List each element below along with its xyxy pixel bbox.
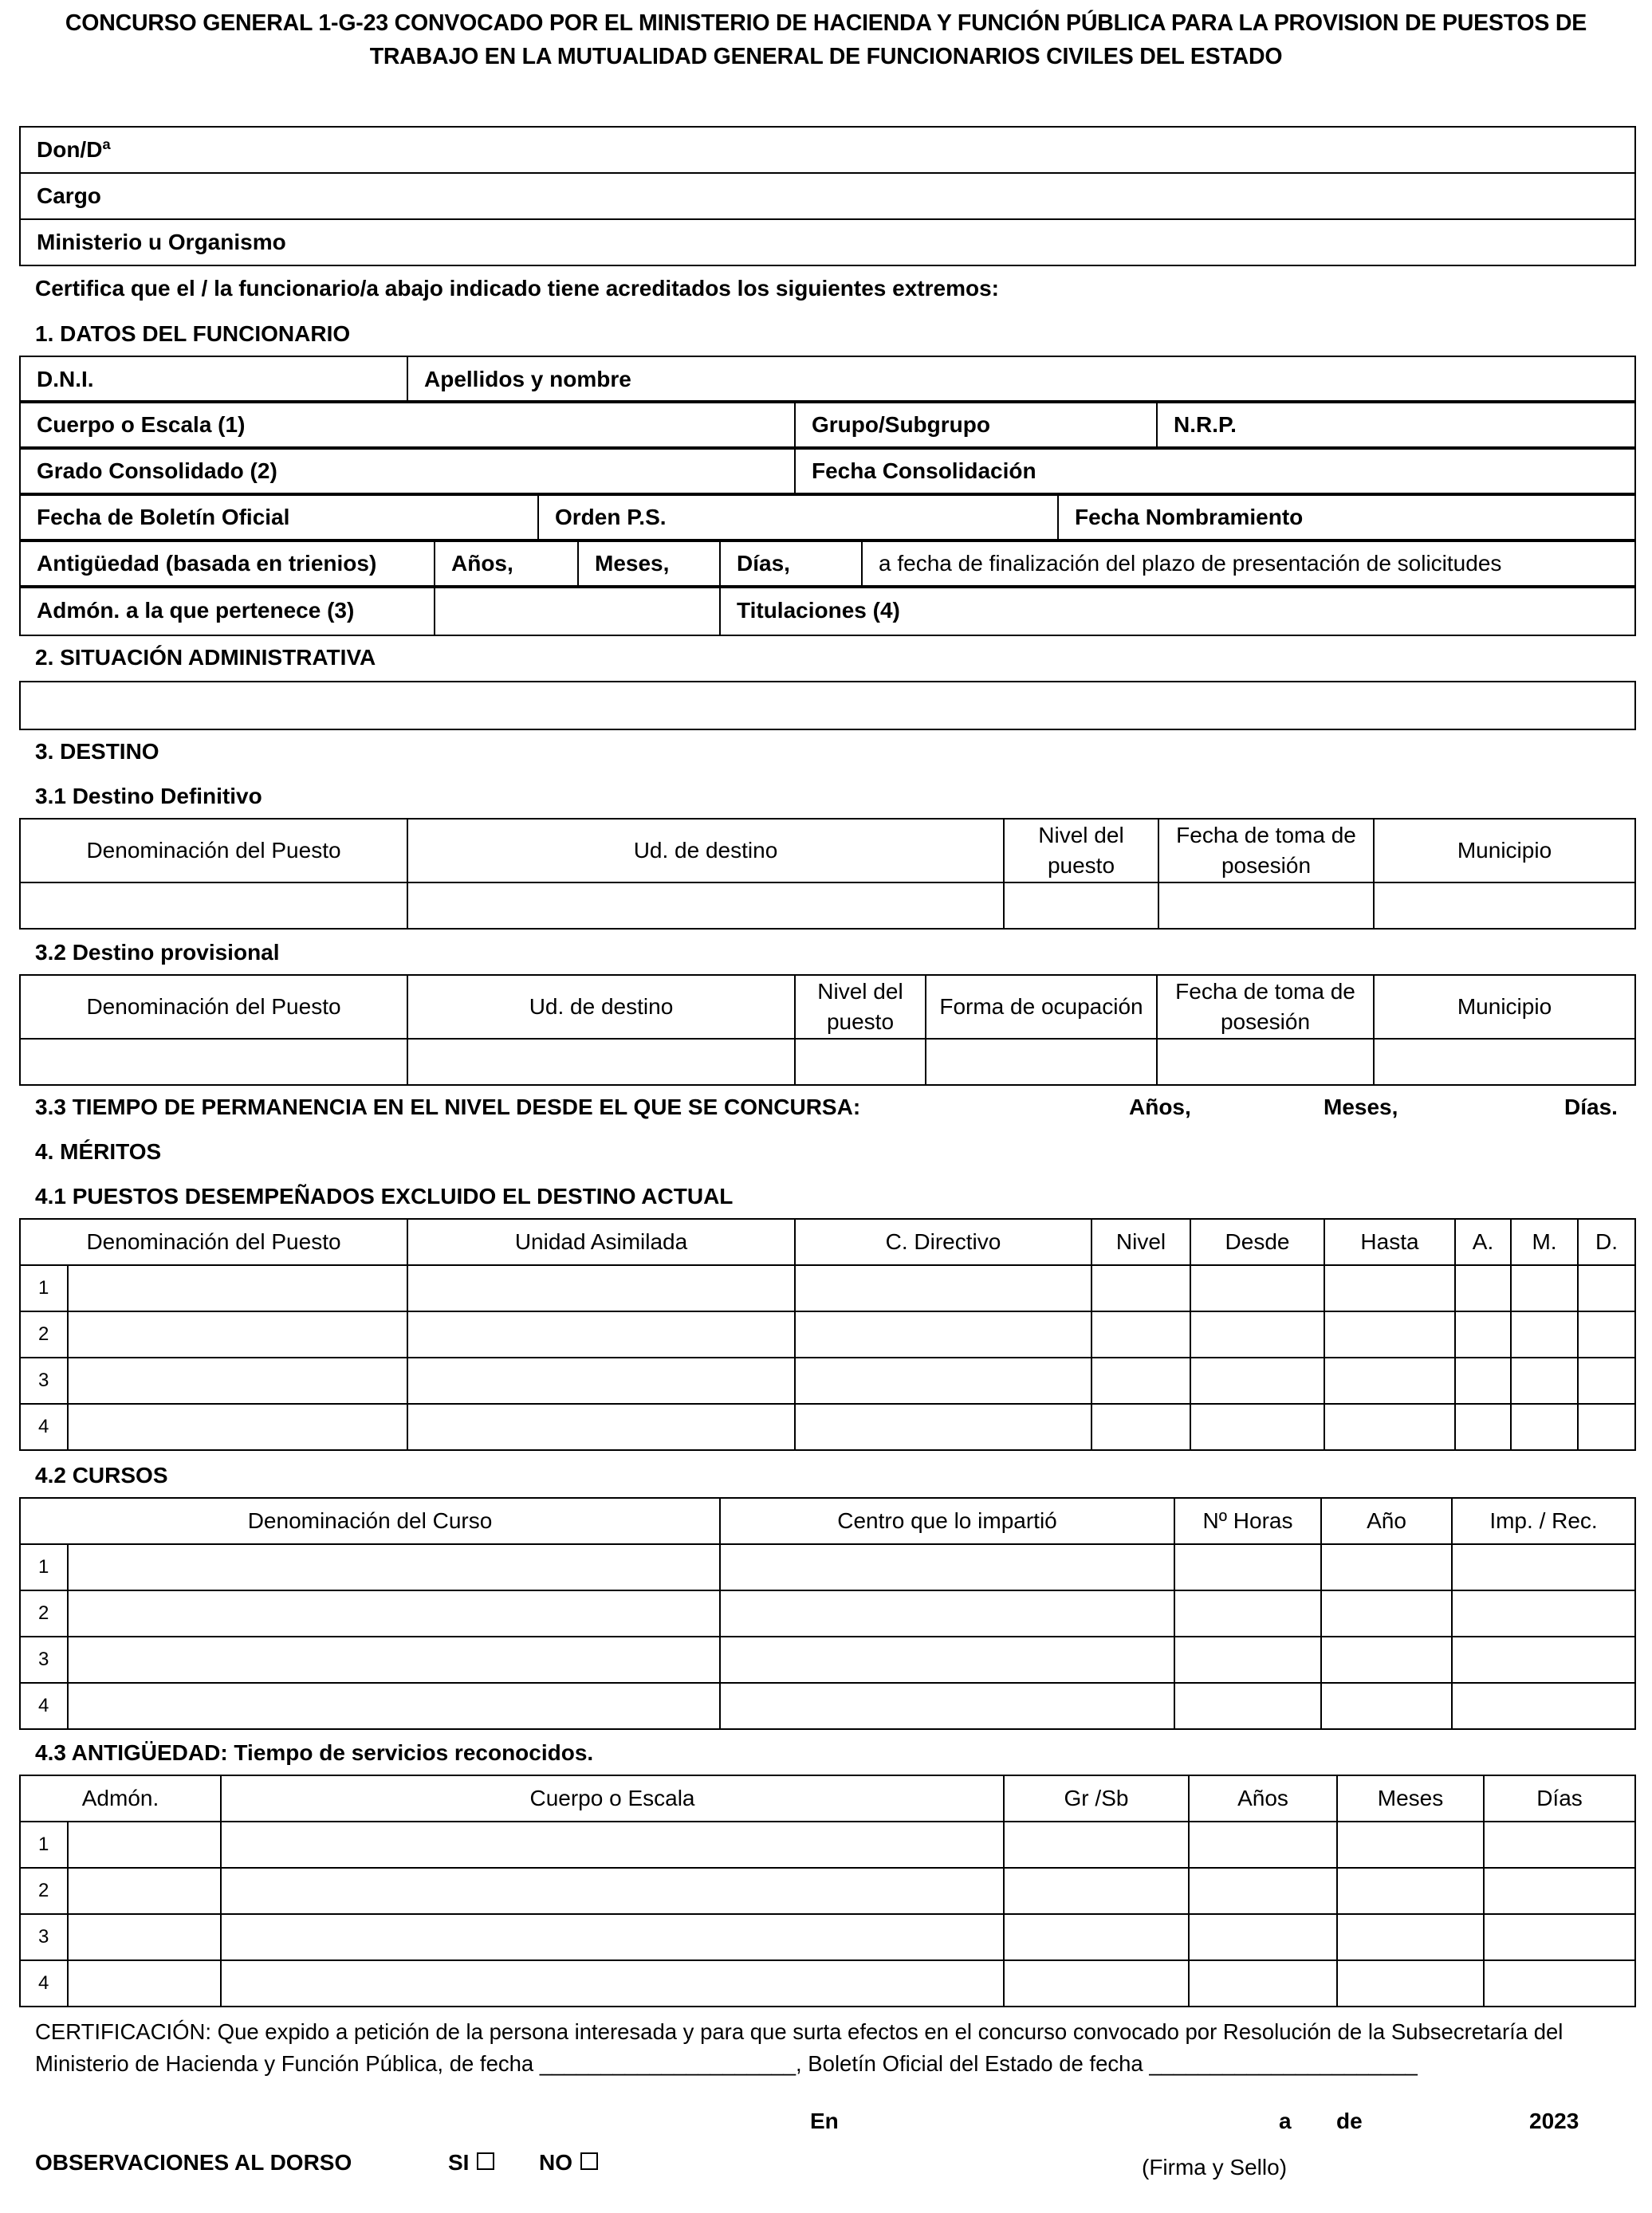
table-cell[interactable] [1337, 1868, 1484, 1914]
table-cell[interactable] [1321, 1683, 1452, 1729]
table-cell[interactable] [1189, 1868, 1337, 1914]
dp-denominacion-cell[interactable] [20, 1039, 407, 1085]
table-cell[interactable] [1511, 1311, 1578, 1358]
row-number: 1 [20, 1544, 68, 1590]
section1-title: 1. DATOS DEL FUNCIONARIO [35, 321, 351, 346]
table-cell[interactable] [1092, 1404, 1190, 1450]
c-header-imp-rec: Imp. / Rec. [1452, 1498, 1635, 1544]
don-field[interactable]: Don/Dª [20, 127, 1635, 173]
dp-header-municipio: Municipio [1374, 975, 1635, 1039]
table-cell[interactable] [68, 1311, 407, 1358]
dp-header-forma: Forma de ocupación [926, 975, 1157, 1039]
section3-title: 3. DESTINO [35, 739, 159, 764]
p-header-m: M. [1511, 1219, 1578, 1265]
row-number: 1 [20, 1822, 68, 1868]
no-label: NO [539, 2150, 572, 2175]
table-row [20, 1822, 1635, 1868]
certification-line-2: Ministerio de Hacienda y Función Pública, de fecha _____________________, Boletín Oficial del Estado de fecha ______________________ [35, 2051, 1418, 2076]
table-cell[interactable] [1324, 1265, 1455, 1311]
table-cell[interactable] [1092, 1358, 1190, 1404]
dd-fecha-toma-cell[interactable] [1158, 882, 1374, 929]
antiguedad-title-rest: Tiempo de servicios reconocidos. [227, 1740, 594, 1765]
table-cell[interactable] [68, 1914, 221, 1960]
dp-header-denominacion: Denominación del Puesto [20, 975, 407, 1039]
table-cell[interactable] [795, 1404, 1092, 1450]
row-number: 3 [20, 1358, 68, 1404]
table-cell[interactable] [720, 1544, 1174, 1590]
datos-row-6 [19, 585, 1636, 636]
antiguedad-table [19, 1775, 1636, 2007]
p-header-d: D. [1578, 1219, 1635, 1265]
c-header-centro: Centro que lo impartió [720, 1498, 1174, 1544]
table-cell[interactable] [1174, 1637, 1321, 1683]
admon-field[interactable]: Admón. a la que pertenece (3) [20, 586, 435, 635]
table-cell[interactable] [68, 1683, 720, 1729]
footer-de: de [1336, 2109, 1363, 2133]
table-cell[interactable] [1174, 1590, 1321, 1637]
p-header-hasta: Hasta [1324, 1219, 1455, 1265]
permanencia-dias: Días. [1564, 1095, 1618, 1119]
table-cell[interactable] [68, 1960, 221, 2007]
table-cell[interactable] [1452, 1544, 1635, 1590]
footer-a: a [1279, 2109, 1292, 2133]
si-option[interactable] [448, 2149, 494, 2176]
fecha-boletin-field[interactable]: Fecha de Boletín Oficial [20, 493, 538, 541]
table-cell[interactable] [407, 1311, 795, 1358]
table-cell[interactable] [1337, 1914, 1484, 1960]
table-cell[interactable] [1174, 1683, 1321, 1729]
section2-title: 2. SITUACIÓN ADMINISTRATIVA [35, 645, 376, 670]
table-cell[interactable] [1484, 1960, 1635, 2007]
table-cell[interactable] [1189, 1822, 1337, 1868]
situacion-table [19, 681, 1636, 730]
footer-en: En [810, 2109, 839, 2133]
datos-row-1 [19, 356, 1636, 403]
table-row [20, 1265, 1635, 1311]
table-cell[interactable] [1455, 1358, 1511, 1404]
row-number: 3 [20, 1914, 68, 1960]
datos-row-5 [19, 539, 1636, 588]
grupo-field[interactable]: Grupo/Subgrupo [795, 401, 1157, 449]
no-checkbox[interactable] [580, 2152, 598, 2170]
table-cell[interactable] [1321, 1637, 1452, 1683]
table-cell[interactable] [1337, 1822, 1484, 1868]
antiguedad-field[interactable]: Antigüedad (basada en trienios) [20, 540, 435, 588]
title-line-1: CONCURSO GENERAL 1-G-23 CONVOCADO POR EL MINISTERIO DE HACIENDA Y FUNCIÓN PÚBLICA PARA LA PROVISION DE PUESTOS DE [65, 10, 1587, 36]
orden-ps-field[interactable]: Orden P.S. [538, 493, 1058, 541]
a-header-anos: Años [1189, 1775, 1337, 1822]
dp-header-nivel: Nivel del puesto [795, 975, 926, 1039]
table-cell[interactable] [1578, 1311, 1635, 1358]
p-header-unidad: Unidad Asimilada [407, 1219, 795, 1265]
row-number: 4 [20, 1683, 68, 1729]
table-cell[interactable] [1004, 1868, 1189, 1914]
dp-ud-destino-cell[interactable] [407, 1039, 795, 1085]
puestos-title: 4.1 PUESTOS DESEMPEÑADOS EXCLUIDO EL DESTINO ACTUAL [35, 1184, 734, 1209]
table-cell[interactable] [1324, 1358, 1455, 1404]
certifier-table [19, 126, 1636, 266]
dd-header-ud-destino: Ud. de destino [407, 819, 1004, 882]
nrp-field[interactable]: N.R.P. [1157, 401, 1635, 449]
section4-title: 4. MÉRITOS [35, 1139, 162, 1164]
admon-value-field[interactable] [435, 586, 720, 635]
destino-definitivo-table [19, 818, 1636, 930]
table-cell[interactable] [1321, 1590, 1452, 1637]
table-cell[interactable] [1324, 1404, 1455, 1450]
dd-ud-destino-cell[interactable] [407, 882, 1004, 929]
table-cell[interactable] [221, 1914, 1004, 1960]
table-cell[interactable] [1578, 1358, 1635, 1404]
row-number: 1 [20, 1265, 68, 1311]
table-cell[interactable] [68, 1637, 720, 1683]
table-cell[interactable] [1189, 1960, 1337, 2007]
meses-field[interactable]: Meses, [578, 540, 720, 588]
table-cell[interactable] [1484, 1914, 1635, 1960]
p-header-desde: Desde [1190, 1219, 1324, 1265]
table-cell[interactable] [1190, 1358, 1324, 1404]
table-cell[interactable] [1455, 1311, 1511, 1358]
row-number: 4 [20, 1960, 68, 2007]
p-header-denominacion: Denominación del Puesto [20, 1219, 407, 1265]
cuerpo-field[interactable]: Cuerpo o Escala (1) [20, 401, 795, 449]
c-header-ano: Año [1321, 1498, 1452, 1544]
fecha-consolidacion-field[interactable]: Fecha Consolidación [795, 447, 1635, 495]
table-cell[interactable] [1324, 1311, 1455, 1358]
table-cell[interactable] [68, 1358, 407, 1404]
table-row [20, 1868, 1635, 1914]
destino-provisional-title: 3.2 Destino provisional [35, 940, 280, 965]
si-label: SI [448, 2150, 470, 2175]
observaciones-label: OBSERVACIONES AL DORSO [35, 2150, 352, 2175]
table-cell[interactable] [1174, 1544, 1321, 1590]
a-header-admon: Admón. [20, 1775, 221, 1822]
table-cell[interactable] [720, 1683, 1174, 1729]
row-number: 4 [20, 1404, 68, 1450]
a-header-dias: Días [1484, 1775, 1635, 1822]
table-cell[interactable] [1004, 1822, 1189, 1868]
apellidos-field[interactable]: Apellidos y nombre [407, 356, 1635, 403]
dp-fecha-toma-cell[interactable] [1157, 1039, 1374, 1085]
certifica-text: Certifica que el / la funcionario/a abajo indicado tiene acreditados los siguientes extremos: [35, 276, 999, 301]
dd-header-denominacion: Denominación del Puesto [20, 819, 407, 882]
grado-field[interactable]: Grado Consolidado (2) [20, 447, 795, 495]
table-row [20, 1404, 1635, 1450]
table-cell[interactable] [1337, 1960, 1484, 2007]
table-cell[interactable] [1578, 1404, 1635, 1450]
table-cell[interactable] [720, 1637, 1174, 1683]
cargo-field[interactable]: Cargo [20, 173, 1635, 219]
titulaciones-field[interactable]: Titulaciones (4) [720, 586, 1635, 635]
table-cell[interactable] [68, 1544, 720, 1590]
table-row [20, 1683, 1635, 1729]
permanencia-label: 3.3 TIEMPO DE PERMANENCIA EN EL NIVEL DESDE EL QUE SE CONCURSA: [35, 1095, 861, 1119]
table-cell[interactable] [1455, 1404, 1511, 1450]
row-number: 2 [20, 1590, 68, 1637]
table-cell[interactable] [221, 1868, 1004, 1914]
dp-municipio-cell[interactable] [1374, 1039, 1635, 1085]
a-header-gr-sb: Gr /Sb [1004, 1775, 1189, 1822]
table-cell[interactable] [795, 1265, 1092, 1311]
table-cell[interactable] [1511, 1404, 1578, 1450]
cursos-title: 4.2 CURSOS [35, 1463, 168, 1488]
a-header-meses: Meses [1337, 1775, 1484, 1822]
dias-field[interactable]: Días, [720, 540, 862, 588]
antiguedad-title-bold: 4.3 ANTIGÜEDAD: [35, 1740, 228, 1765]
table-cell[interactable] [68, 1265, 407, 1311]
table-cell[interactable] [1092, 1311, 1190, 1358]
dd-header-nivel: Nivel del puesto [1004, 819, 1158, 882]
p-header-directivo: C. Directivo [795, 1219, 1092, 1265]
table-cell[interactable] [1511, 1265, 1578, 1311]
dp-header-fecha-toma: Fecha de toma de posesión [1157, 975, 1374, 1039]
datos-row-4 [19, 493, 1636, 542]
table-row [20, 1358, 1635, 1404]
cursos-table [19, 1497, 1636, 1730]
table-cell[interactable] [407, 1358, 795, 1404]
row-number: 2 [20, 1311, 68, 1358]
dd-header-fecha-toma: Fecha de toma de posesión [1158, 819, 1374, 882]
table-cell[interactable] [1484, 1822, 1635, 1868]
a-header-cuerpo: Cuerpo o Escala [221, 1775, 1004, 1822]
dp-forma-cell[interactable] [926, 1039, 1157, 1085]
table-cell[interactable] [1190, 1265, 1324, 1311]
puestos-table [19, 1218, 1636, 1451]
row-number: 3 [20, 1637, 68, 1683]
dni-field[interactable]: D.N.I. [20, 356, 407, 403]
table-cell[interactable] [1452, 1637, 1635, 1683]
table-cell[interactable] [1452, 1590, 1635, 1637]
certification-line-1: CERTIFICACIÓN: Que expido a petición de la persona interesada y para que surta efectos en el concurso convocado por Resolución de la Subsecretaría del [35, 2019, 1564, 2044]
table-row [20, 1637, 1635, 1683]
table-cell[interactable] [407, 1265, 795, 1311]
table-cell[interactable] [1321, 1544, 1452, 1590]
permanencia-meses: Meses, [1324, 1095, 1398, 1119]
table-cell[interactable] [1189, 1914, 1337, 1960]
a-fecha-text: a fecha de finalización del plazo de presentación de solicitudes [862, 540, 1635, 588]
footer-year: 2023 [1529, 2109, 1579, 2133]
ministerio-field[interactable]: Ministerio u Organismo [20, 219, 1635, 265]
dp-nivel-cell[interactable] [795, 1039, 926, 1085]
datos-row-3 [19, 446, 1636, 496]
dp-header-ud-destino: Ud. de destino [407, 975, 795, 1039]
table-row [20, 1311, 1635, 1358]
table-cell[interactable] [68, 1822, 221, 1868]
table-cell[interactable] [1190, 1404, 1324, 1450]
table-cell[interactable] [1455, 1265, 1511, 1311]
firma-sello-label: (Firma y Sello) [1142, 2155, 1288, 2180]
table-cell[interactable] [1511, 1358, 1578, 1404]
anos-field[interactable]: Años, [435, 540, 578, 588]
situacion-field[interactable] [20, 682, 1635, 729]
c-header-denominacion: Denominación del Curso [20, 1498, 720, 1544]
p-header-a: A. [1455, 1219, 1511, 1265]
table-cell[interactable] [1452, 1683, 1635, 1729]
si-checkbox[interactable] [477, 2152, 494, 2170]
table-cell[interactable] [1578, 1265, 1635, 1311]
fecha-nombramiento-field[interactable]: Fecha Nombramiento [1058, 493, 1635, 541]
p-header-nivel: Nivel [1092, 1219, 1190, 1265]
datos-row-2 [19, 400, 1636, 450]
table-cell[interactable] [795, 1358, 1092, 1404]
dd-header-municipio: Municipio [1374, 819, 1635, 882]
table-cell[interactable] [221, 1960, 1004, 2007]
table-cell[interactable] [795, 1311, 1092, 1358]
table-row [20, 1960, 1635, 2007]
table-cell[interactable] [68, 1590, 720, 1637]
table-cell[interactable] [68, 1404, 407, 1450]
destino-provisional-table [19, 974, 1636, 1086]
antiguedad-title [35, 1739, 593, 1767]
dd-nivel-cell[interactable] [1004, 882, 1158, 929]
table-cell[interactable] [221, 1822, 1004, 1868]
dd-denominacion-cell[interactable] [20, 882, 407, 929]
destino-definitivo-title: 3.1 Destino Definitivo [35, 784, 262, 808]
row-number: 2 [20, 1868, 68, 1914]
table-row [20, 1544, 1635, 1590]
table-row [20, 1590, 1635, 1637]
table-cell[interactable] [407, 1404, 795, 1450]
table-cell[interactable] [1484, 1868, 1635, 1914]
table-cell[interactable] [1092, 1265, 1190, 1311]
table-row [20, 1914, 1635, 1960]
table-cell[interactable] [1004, 1914, 1189, 1960]
title-line-2: TRABAJO EN LA MUTUALIDAD GENERAL DE FUNCIONARIOS CIVILES DEL ESTADO [369, 44, 1283, 69]
c-header-horas: Nº Horas [1174, 1498, 1321, 1544]
document-title [24, 6, 1628, 73]
table-cell[interactable] [68, 1868, 221, 1914]
permanencia-anos: Años, [1129, 1095, 1191, 1119]
table-cell[interactable] [720, 1590, 1174, 1637]
dd-municipio-cell[interactable] [1374, 882, 1635, 929]
table-cell[interactable] [1004, 1960, 1189, 2007]
table-cell[interactable] [1190, 1311, 1324, 1358]
no-option[interactable] [539, 2149, 598, 2176]
